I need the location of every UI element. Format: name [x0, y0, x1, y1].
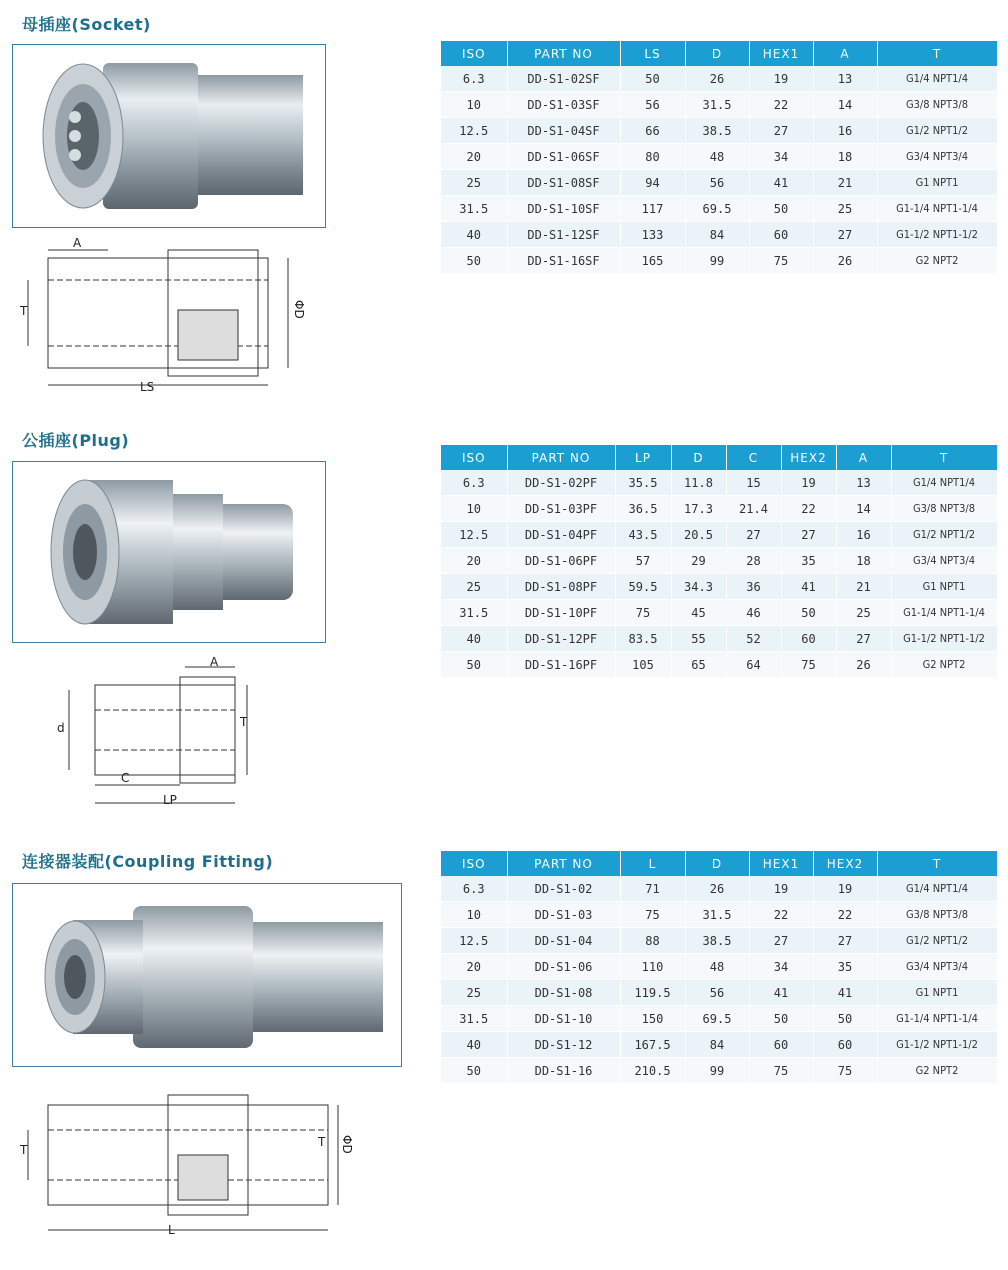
table-cell: 27	[749, 118, 813, 144]
table-cell: 31.5	[441, 600, 507, 626]
table-cell: 19	[749, 66, 813, 92]
plug-dim-a-label: A	[210, 655, 219, 669]
col-header: ISO	[441, 445, 507, 470]
table-row	[441, 118, 997, 144]
table-cell: 60	[781, 626, 836, 652]
table-cell: 22	[781, 496, 836, 522]
table-cell: DD-S1-04SF	[507, 118, 620, 144]
table-cell: 17.3	[671, 496, 726, 522]
table-cell: 50	[441, 652, 507, 678]
table-cell: 22	[749, 92, 813, 118]
table-cell: G1-1/4 NPT1-1/4	[877, 196, 997, 222]
table-cell: DD-S1-02	[507, 876, 620, 902]
table-row	[441, 222, 997, 248]
col-header: HEX1	[749, 851, 813, 876]
table-cell: 119.5	[620, 980, 685, 1006]
table-cell: G3/8 NPT3/8	[877, 92, 997, 118]
table-cell: 25	[836, 600, 891, 626]
table-row	[441, 196, 997, 222]
col-header: PART NO	[507, 41, 620, 66]
table-cell: 27	[813, 222, 877, 248]
col-header: L	[620, 851, 685, 876]
table-cell: 19	[749, 876, 813, 902]
table-cell: G1 NPT1	[891, 574, 997, 600]
table-cell: 56	[685, 980, 749, 1006]
table-cell: 19	[813, 876, 877, 902]
table-cell: 50	[813, 1006, 877, 1032]
table-cell: 35	[813, 954, 877, 980]
table-cell: DD-S1-04PF	[507, 522, 615, 548]
col-header: T	[877, 41, 997, 66]
table-cell: DD-S1-08SF	[507, 170, 620, 196]
table-cell: 105	[615, 652, 671, 678]
table-cell: 60	[749, 222, 813, 248]
table-cell: 40	[441, 222, 507, 248]
table-cell: 38.5	[685, 928, 749, 954]
table-cell: 26	[685, 876, 749, 902]
table-cell: G1-1/4 NPT1-1/4	[891, 600, 997, 626]
table-cell: 25	[441, 170, 507, 196]
table-cell: 18	[836, 548, 891, 574]
table-cell: DD-S1-04	[507, 928, 620, 954]
table-cell: 66	[620, 118, 685, 144]
table-cell: DD-S1-16	[507, 1058, 620, 1084]
table-row	[441, 144, 997, 170]
table-cell: 20	[441, 144, 507, 170]
table-cell: 45	[671, 600, 726, 626]
col-header: HEX1	[749, 41, 813, 66]
table-cell: 40	[441, 626, 507, 652]
table-cell: 60	[813, 1032, 877, 1058]
table-cell: 83.5	[615, 626, 671, 652]
table-cell: G3/4 NPT3/4	[877, 144, 997, 170]
table-cell: 40	[441, 1032, 507, 1058]
table-cell: 46	[726, 600, 781, 626]
socket-photo	[12, 44, 326, 228]
table-cell: 14	[836, 496, 891, 522]
plug-section-title: 公插座(Plug)	[22, 431, 130, 450]
table-cell: G3/8 NPT3/8	[877, 902, 997, 928]
table-cell: G1/2 NPT1/2	[877, 118, 997, 144]
table-cell: G1/2 NPT1/2	[877, 928, 997, 954]
table-cell: DD-S1-10PF	[507, 600, 615, 626]
table-cell: 50	[749, 196, 813, 222]
col-header: HEX2	[781, 445, 836, 470]
table-cell: 34	[749, 954, 813, 980]
table-cell: 117	[620, 196, 685, 222]
table-cell: 65	[671, 652, 726, 678]
coupling-dim-t-right-label: T	[318, 1135, 326, 1149]
table-cell: DD-S1-12PF	[507, 626, 615, 652]
table-row	[441, 1032, 997, 1058]
coupling-drawing	[18, 1085, 358, 1245]
table-cell: DD-S1-12SF	[507, 222, 620, 248]
table-cell: 29	[671, 548, 726, 574]
table-cell: G2 NPT2	[877, 1058, 997, 1084]
table-cell: G2 NPT2	[877, 248, 997, 274]
table-row	[441, 574, 997, 600]
table-cell: 75	[749, 248, 813, 274]
table-row	[441, 522, 997, 548]
table-cell: 10	[441, 496, 507, 522]
table-cell: 50	[620, 66, 685, 92]
table-cell: 41	[749, 170, 813, 196]
table-cell: 36.5	[615, 496, 671, 522]
socket-dim-ls-label: LS	[140, 380, 155, 394]
table-cell: 11.8	[671, 470, 726, 496]
table-cell: DD-S1-06SF	[507, 144, 620, 170]
table-cell: G3/4 NPT3/4	[877, 954, 997, 980]
table-cell: G1/4 NPT1/4	[877, 66, 997, 92]
table-row	[441, 248, 997, 274]
table-row	[441, 902, 997, 928]
table-cell: 41	[749, 980, 813, 1006]
table-cell: 12.5	[441, 522, 507, 548]
table-cell: DD-S1-10SF	[507, 196, 620, 222]
plug-drawing	[55, 655, 255, 815]
table-row	[441, 470, 997, 496]
table-header-row	[441, 41, 997, 66]
coupling-section-title: 连接器装配(Coupling Fitting)	[22, 852, 274, 871]
table-row	[441, 1058, 997, 1084]
table-header-row	[441, 851, 997, 876]
table-cell: 150	[620, 1006, 685, 1032]
table-cell: G1 NPT1	[877, 980, 997, 1006]
table-cell: DD-S1-03SF	[507, 92, 620, 118]
table-cell: 16	[836, 522, 891, 548]
socket-dim-t-label: T	[20, 304, 28, 318]
table-cell: 26	[836, 652, 891, 678]
table-cell: 21	[836, 574, 891, 600]
table-cell: 6.3	[441, 876, 507, 902]
table-cell: 26	[813, 248, 877, 274]
table-cell: 21	[813, 170, 877, 196]
table-cell: G1-1/2 NPT1-1/2	[891, 626, 997, 652]
table-cell: 75	[620, 902, 685, 928]
socket-spec-table	[441, 41, 998, 274]
table-cell: 31.5	[685, 902, 749, 928]
table-cell: 75	[813, 1058, 877, 1084]
table-cell: 41	[781, 574, 836, 600]
socket-section-title: 母插座(Socket)	[22, 15, 151, 34]
col-header: D	[685, 41, 749, 66]
table-cell: 35.5	[615, 470, 671, 496]
table-cell: 25	[441, 574, 507, 600]
col-header: T	[891, 445, 997, 470]
table-cell: 99	[685, 248, 749, 274]
table-cell: 57	[615, 548, 671, 574]
plug-dim-lp-label: LP	[163, 793, 177, 807]
table-cell: 69.5	[685, 196, 749, 222]
table-cell: 6.3	[441, 66, 507, 92]
table-cell: G1-1/4 NPT1-1/4	[877, 1006, 997, 1032]
table-cell: 31.5	[685, 92, 749, 118]
table-cell: DD-S1-06PF	[507, 548, 615, 574]
table-cell: 26	[685, 66, 749, 92]
table-cell: DD-S1-12	[507, 1032, 620, 1058]
table-header-row	[441, 445, 997, 470]
plug-photo	[12, 461, 326, 643]
table-cell: 25	[441, 980, 507, 1006]
table-cell: 20.5	[671, 522, 726, 548]
table-cell: 22	[749, 902, 813, 928]
table-cell: 56	[620, 92, 685, 118]
table-cell: 50	[441, 248, 507, 274]
table-cell: 31.5	[441, 196, 507, 222]
table-cell: 55	[671, 626, 726, 652]
col-header: C	[726, 445, 781, 470]
table-cell: 88	[620, 928, 685, 954]
table-cell: 12.5	[441, 928, 507, 954]
table-cell: 27	[836, 626, 891, 652]
col-header: LS	[620, 41, 685, 66]
plug-dim-t-label: T	[240, 715, 248, 729]
table-cell: 6.3	[441, 470, 507, 496]
table-cell: G3/8 NPT3/8	[891, 496, 997, 522]
table-cell: 16	[813, 118, 877, 144]
table-cell: 15	[726, 470, 781, 496]
table-cell: 10	[441, 92, 507, 118]
table-cell: 94	[620, 170, 685, 196]
table-cell: 14	[813, 92, 877, 118]
col-header: PART NO	[507, 445, 615, 470]
table-cell: 165	[620, 248, 685, 274]
col-header: T	[877, 851, 997, 876]
table-row	[441, 170, 997, 196]
table-cell: 41	[813, 980, 877, 1006]
table-cell: DD-S1-08PF	[507, 574, 615, 600]
col-header: D	[671, 445, 726, 470]
table-cell: 133	[620, 222, 685, 248]
table-cell: DD-S1-03	[507, 902, 620, 928]
table-cell: DD-S1-02SF	[507, 66, 620, 92]
table-cell: 13	[813, 66, 877, 92]
table-cell: 48	[685, 954, 749, 980]
table-cell: 36	[726, 574, 781, 600]
table-cell: 27	[813, 928, 877, 954]
table-cell: 18	[813, 144, 877, 170]
coupling-photo	[12, 883, 402, 1067]
table-cell: 35	[781, 548, 836, 574]
table-cell: 50	[749, 1006, 813, 1032]
table-cell: 50	[781, 600, 836, 626]
table-cell: 27	[749, 928, 813, 954]
col-header: ISO	[441, 41, 507, 66]
coupling-dim-l-label: L	[168, 1223, 175, 1237]
table-cell: G1 NPT1	[877, 170, 997, 196]
table-cell: 210.5	[620, 1058, 685, 1084]
table-cell: 64	[726, 652, 781, 678]
table-cell: 75	[781, 652, 836, 678]
table-row	[441, 928, 997, 954]
table-cell: G1-1/2 NPT1-1/2	[877, 1032, 997, 1058]
table-cell: 27	[726, 522, 781, 548]
table-cell: 22	[813, 902, 877, 928]
table-row	[441, 954, 997, 980]
table-cell: 28	[726, 548, 781, 574]
table-cell: 21.4	[726, 496, 781, 522]
coupling-dim-t-left-label: T	[20, 1143, 28, 1157]
coupling-dim-d-label: ΦD	[340, 1135, 354, 1154]
table-cell: 56	[685, 170, 749, 196]
col-header: PART NO	[507, 851, 620, 876]
table-cell: DD-S1-16SF	[507, 248, 620, 274]
table-row	[441, 980, 997, 1006]
table-cell: 84	[685, 1032, 749, 1058]
table-cell: 43.5	[615, 522, 671, 548]
col-header: ISO	[441, 851, 507, 876]
table-cell: G1/2 NPT1/2	[891, 522, 997, 548]
table-cell: 75	[749, 1058, 813, 1084]
table-cell: 27	[781, 522, 836, 548]
table-cell: 69.5	[685, 1006, 749, 1032]
table-cell: 50	[441, 1058, 507, 1084]
table-cell: 34	[749, 144, 813, 170]
socket-dim-d-label: ΦD	[292, 300, 306, 319]
col-header: A	[836, 445, 891, 470]
col-header: D	[685, 851, 749, 876]
table-cell: G1-1/2 NPT1-1/2	[877, 222, 997, 248]
col-header: HEX2	[813, 851, 877, 876]
plug-dim-d-label: d	[57, 721, 65, 735]
table-row	[441, 652, 997, 678]
table-row	[441, 548, 997, 574]
table-row	[441, 626, 997, 652]
table-cell: 12.5	[441, 118, 507, 144]
table-cell: 71	[620, 876, 685, 902]
table-cell: DD-S1-02PF	[507, 470, 615, 496]
table-cell: DD-S1-08	[507, 980, 620, 1006]
table-cell: G2 NPT2	[891, 652, 997, 678]
table-cell: DD-S1-03PF	[507, 496, 615, 522]
table-cell: 34.3	[671, 574, 726, 600]
table-cell: 25	[813, 196, 877, 222]
table-cell: 59.5	[615, 574, 671, 600]
col-header: LP	[615, 445, 671, 470]
table-row	[441, 496, 997, 522]
table-cell: 84	[685, 222, 749, 248]
table-cell: DD-S1-16PF	[507, 652, 615, 678]
table-cell: 19	[781, 470, 836, 496]
table-cell: 167.5	[620, 1032, 685, 1058]
table-cell: DD-S1-10	[507, 1006, 620, 1032]
socket-dim-a-label: A	[73, 236, 82, 250]
table-cell: 52	[726, 626, 781, 652]
table-row	[441, 92, 997, 118]
table-row	[441, 600, 997, 626]
table-cell: 48	[685, 144, 749, 170]
table-row	[441, 1006, 997, 1032]
table-cell: 110	[620, 954, 685, 980]
table-cell: 38.5	[685, 118, 749, 144]
table-cell: 10	[441, 902, 507, 928]
table-cell: 20	[441, 954, 507, 980]
table-cell: 20	[441, 548, 507, 574]
table-cell: G1/4 NPT1/4	[891, 470, 997, 496]
table-cell: G3/4 NPT3/4	[891, 548, 997, 574]
col-header: A	[813, 41, 877, 66]
plug-spec-table	[441, 445, 998, 678]
table-cell: 75	[615, 600, 671, 626]
table-cell: 99	[685, 1058, 749, 1084]
table-cell: 13	[836, 470, 891, 496]
socket-drawing	[18, 236, 308, 400]
table-cell: DD-S1-06	[507, 954, 620, 980]
coupling-spec-table	[441, 851, 998, 1084]
table-cell: 31.5	[441, 1006, 507, 1032]
plug-dim-c-label: C	[121, 771, 130, 785]
table-row	[441, 876, 997, 902]
table-row	[441, 66, 997, 92]
table-cell: G1/4 NPT1/4	[877, 876, 997, 902]
table-cell: 80	[620, 144, 685, 170]
table-cell: 60	[749, 1032, 813, 1058]
